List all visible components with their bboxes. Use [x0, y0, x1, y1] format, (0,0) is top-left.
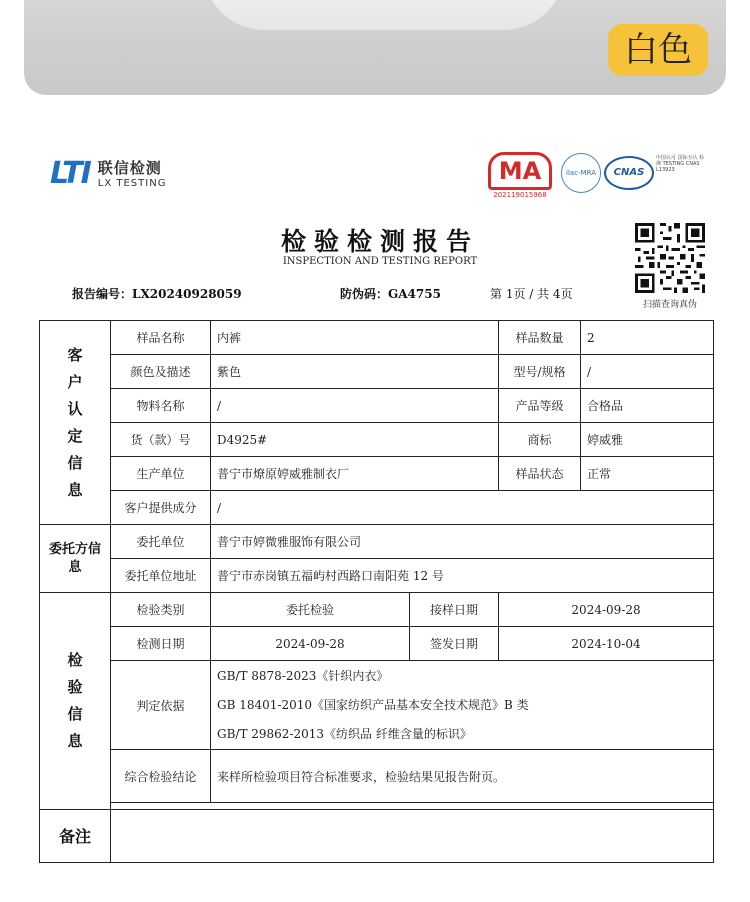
report-title: 检验检测报告: [280, 227, 479, 256]
client-address-value: 普宁市赤岗镇五福屿村西路口南阳苑 12 号: [211, 559, 714, 593]
conclusion-value: 来样所检验项目符合标准要求，检验结果见报告附页。: [211, 750, 714, 803]
cma-number: 202119015968: [493, 191, 547, 199]
table-row: [40, 627, 714, 661]
table-row: [40, 661, 714, 750]
table-row: [40, 750, 714, 803]
receive-date-label: 接样日期: [410, 593, 499, 627]
producer-value: 普宁市燎原婷威雅制衣厂: [211, 457, 499, 491]
grade-value: 合格品: [581, 389, 714, 423]
qr-code: [635, 223, 705, 293]
composition-value: /: [211, 491, 714, 525]
issue-date-value: 2024-10-04: [499, 627, 714, 661]
brand-label: 商标: [499, 423, 581, 457]
composition-label: 客户提供成分: [111, 491, 211, 525]
table-row: [40, 491, 714, 525]
logo-mark: LTI: [50, 155, 90, 191]
brand-value: 婷威雅: [581, 423, 714, 457]
client-unit-value: 普宁市婷微雅服饰有限公司: [211, 525, 714, 559]
color-label: 颜色及描述: [111, 355, 211, 389]
table-row: [40, 389, 714, 423]
cnas-seal: CNAS: [604, 156, 654, 190]
basis-label: 判定依据: [111, 661, 211, 750]
qr-caption: 扫描查询真伪: [642, 300, 697, 310]
product-photo: [24, 0, 726, 95]
client-unit-label: 委托单位: [111, 525, 211, 559]
table-row: [40, 810, 714, 863]
table-row: [40, 803, 714, 810]
logo-name-cn: 联信检测: [97, 159, 162, 177]
item-no-value: D4925#: [211, 423, 499, 457]
section-remark: 备注: [40, 810, 111, 863]
sample-qty-label: 样品数量: [499, 321, 581, 355]
section-inspection-info: 检验信息: [40, 593, 111, 810]
model-value: /: [581, 355, 714, 389]
garment-image: [204, 0, 564, 30]
item-no-label: 货（款）号: [111, 423, 211, 457]
page-indicator: 第 1页 / 共 4页: [490, 287, 573, 301]
basis-standard: GB/T 8878-2023《针织内衣》: [217, 668, 389, 683]
cma-seal: [488, 152, 552, 199]
table-row: [40, 423, 714, 457]
color-badge: 白色: [608, 24, 708, 76]
sample-state-value: 正常: [581, 457, 714, 491]
sample-name-value: 内裤: [211, 321, 499, 355]
model-label: 型号/规格: [499, 355, 581, 389]
table-row: [40, 355, 714, 389]
section-customer-info: 客户认定信息: [40, 321, 111, 525]
sample-state-label: 样品状态: [499, 457, 581, 491]
lx-testing-logo: [50, 157, 166, 189]
table-row: [40, 321, 714, 355]
cnas-text: 中国认可 国际互认 检测 TESTING CNAS L13923: [656, 155, 705, 173]
producer-label: 生产单位: [111, 457, 211, 491]
report-table: [39, 320, 714, 863]
table-row: [40, 593, 714, 627]
report-subtitle: INSPECTION AND TESTING REPORT: [282, 256, 478, 267]
inspection-type-label: 检验类别: [111, 593, 211, 627]
logo-name-en: LX TESTING: [97, 178, 167, 189]
remark-value: [111, 810, 714, 863]
material-label: 物料名称: [111, 389, 211, 423]
section-client-info: 委托方信息: [40, 525, 111, 593]
anti-fake-code: 防伪码：GA4755: [340, 287, 441, 301]
client-address-label: 委托单位地址: [111, 559, 211, 593]
table-row: [40, 559, 714, 593]
cma-mark: MA: [488, 152, 552, 190]
sample-qty-value: 2: [581, 321, 714, 355]
basis-value: [211, 661, 714, 750]
inspection-type-value: 委托检验: [211, 593, 410, 627]
color-value: 紫色: [211, 355, 499, 389]
test-date-value: 2024-09-28: [211, 627, 410, 661]
basis-standard: GB/T 29862-2013《纺织品 纤维含量的标识》: [217, 726, 472, 741]
report-number: 报告编号：LX20240928059: [72, 287, 242, 301]
grade-label: 产品等级: [499, 389, 581, 423]
basis-standard: GB 18401-2010《国家纺织产品基本安全技术规范》B 类: [217, 697, 529, 712]
conclusion-label: 综合检验结论: [111, 750, 211, 803]
table-row: [40, 525, 714, 559]
material-value: /: [211, 389, 499, 423]
test-date-label: 检测日期: [111, 627, 211, 661]
table-row: [40, 457, 714, 491]
receive-date-value: 2024-09-28: [499, 593, 714, 627]
issue-date-label: 签发日期: [410, 627, 499, 661]
sample-name-label: 样品名称: [111, 321, 211, 355]
ilac-mra-seal: ilac-MRA: [561, 153, 601, 193]
